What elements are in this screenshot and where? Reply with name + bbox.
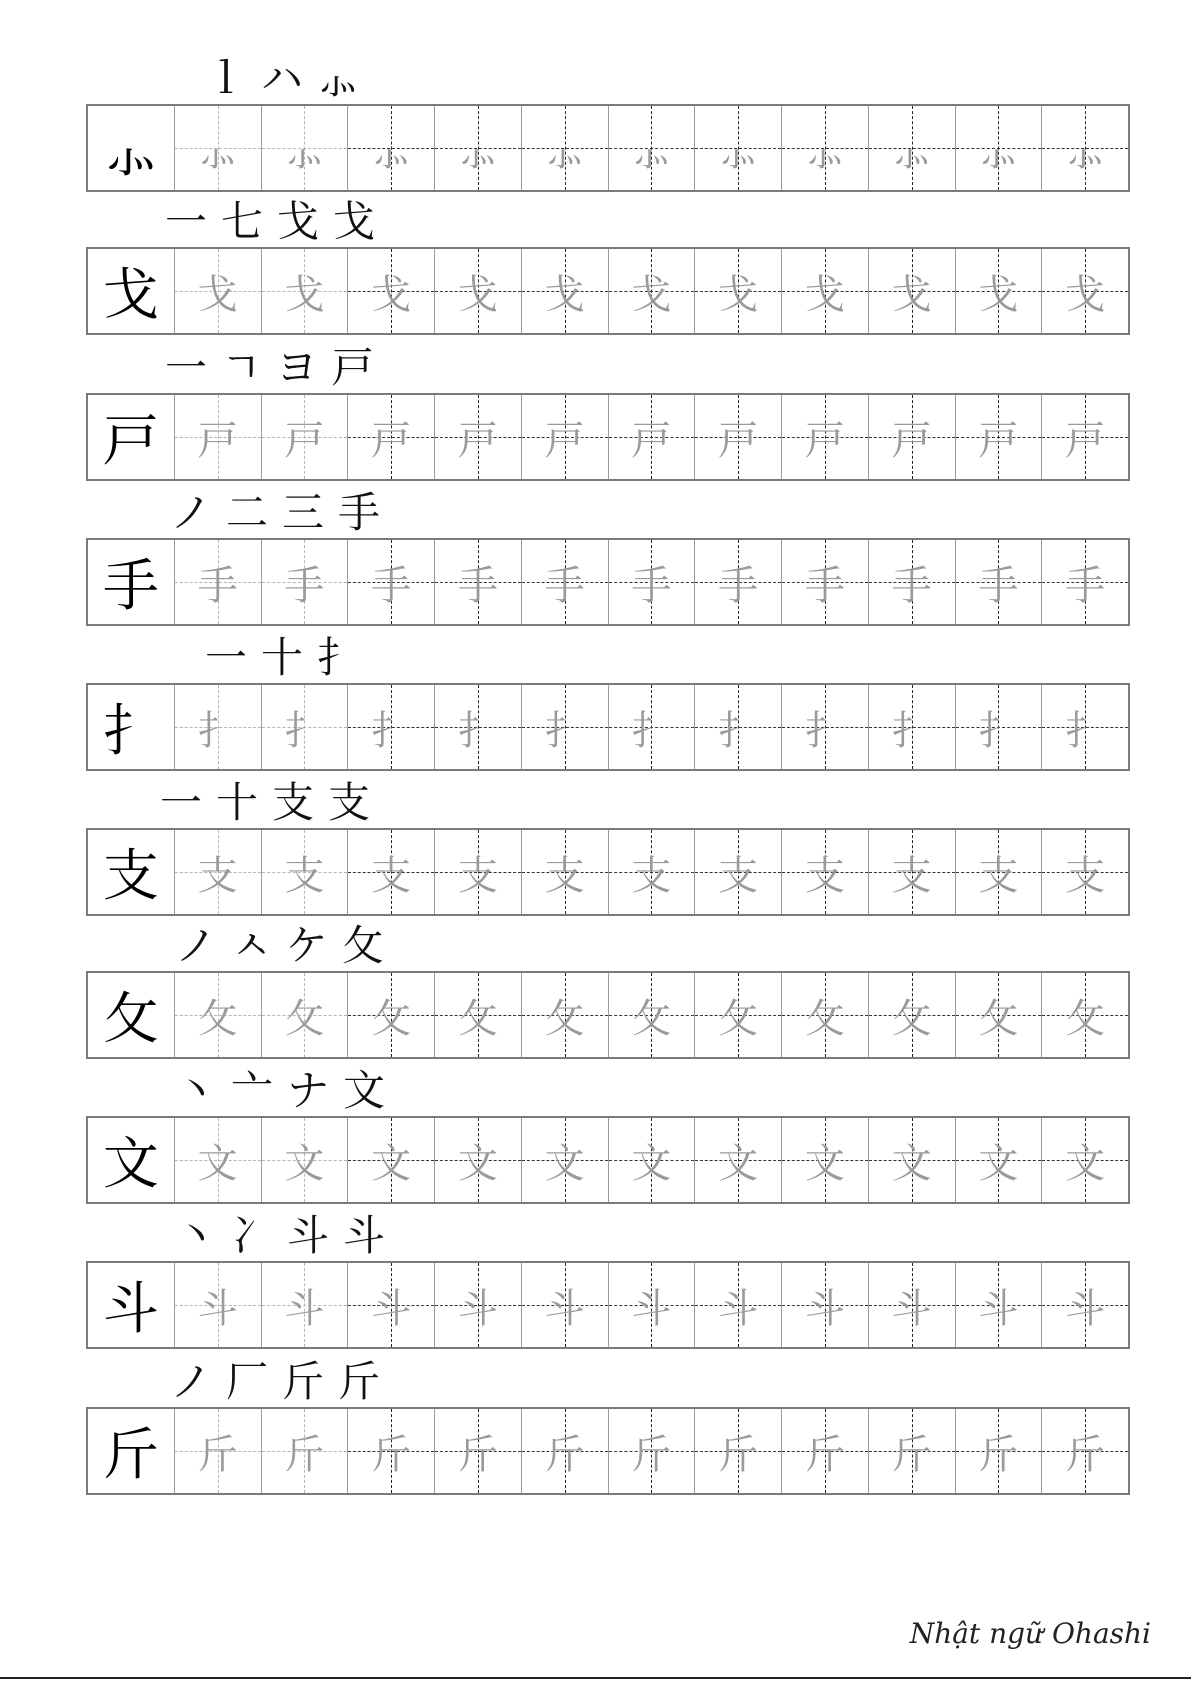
trace-kanji: 攵 xyxy=(891,995,932,1042)
practice-cell[interactable] xyxy=(694,249,781,333)
trace-kanji: 手 xyxy=(544,562,585,609)
trace-kanji: ⺗ xyxy=(1065,128,1106,175)
practice-cell[interactable] xyxy=(955,540,1042,624)
trace-kanji: 扌 xyxy=(1065,707,1106,754)
stroke-order xyxy=(160,768,384,827)
practice-cell[interactable] xyxy=(347,1263,434,1347)
practice-cell[interactable] xyxy=(434,685,521,769)
trace-kanji: 戸 xyxy=(1065,417,1106,464)
stroke-step: 七 xyxy=(221,197,264,246)
trace-kanji: 戸 xyxy=(978,417,1019,464)
trace-kanji: 戈 xyxy=(891,271,932,318)
trace-kanji: 戈 xyxy=(978,271,1019,318)
trace-kanji: 攵 xyxy=(284,995,325,1042)
practice-cell[interactable] xyxy=(955,249,1042,333)
trace-kanji: ⺗ xyxy=(978,128,1019,175)
trace-kanji: 戸 xyxy=(718,417,759,464)
trace-kanji: 攵 xyxy=(631,995,672,1042)
stroke-step: 手 xyxy=(338,488,381,537)
practice-row xyxy=(86,1261,1130,1349)
trace-kanji: 攵 xyxy=(804,995,845,1042)
trace-kanji: 斤 xyxy=(804,1431,845,1478)
practice-cell[interactable] xyxy=(694,830,781,914)
practice-cell[interactable] xyxy=(694,106,781,190)
practice-cell[interactable] xyxy=(955,685,1042,769)
trace-kanji: 文 xyxy=(1065,1140,1106,1187)
trace-kanji: ⺗ xyxy=(371,128,412,175)
practice-cell[interactable] xyxy=(868,830,955,914)
stroke-step: ㄱ xyxy=(221,343,262,392)
practice-cell[interactable] xyxy=(261,540,348,624)
stroke-step: 亠 xyxy=(231,1066,274,1115)
trace-kanji: 支 xyxy=(457,852,498,899)
trace-kanji: 斤 xyxy=(284,1431,325,1478)
trace-kanji: 文 xyxy=(891,1140,932,1187)
practice-cell[interactable] xyxy=(434,973,521,1057)
trace-kanji: 戸 xyxy=(371,417,412,464)
stroke-step: 扌 xyxy=(317,633,360,682)
practice-cell[interactable] xyxy=(174,249,261,333)
trace-kanji: 戸 xyxy=(804,417,845,464)
trace-kanji: 支 xyxy=(804,852,845,899)
practice-cell[interactable] xyxy=(434,1263,521,1347)
practice-cell[interactable] xyxy=(608,540,695,624)
practice-cell[interactable] xyxy=(868,249,955,333)
trace-kanji: 手 xyxy=(371,562,412,609)
stroke-order xyxy=(165,187,389,246)
practice-row xyxy=(86,683,1130,771)
bottom-rule xyxy=(0,1677,1191,1679)
practice-cell[interactable] xyxy=(955,106,1042,190)
practice-cell[interactable] xyxy=(347,1409,434,1493)
practice-cell[interactable] xyxy=(174,1118,261,1202)
trace-kanji: 戈 xyxy=(371,271,412,318)
trace-kanji: 斗 xyxy=(544,1285,585,1332)
practice-cell[interactable] xyxy=(868,395,955,479)
practice-cell[interactable] xyxy=(1041,540,1128,624)
practice-cell[interactable] xyxy=(521,106,608,190)
practice-cell[interactable] xyxy=(1041,249,1128,333)
practice-cell[interactable] xyxy=(781,540,868,624)
model-kanji: 戈 xyxy=(102,263,159,328)
practice-cell[interactable] xyxy=(261,1409,348,1493)
practice-cell[interactable] xyxy=(868,1409,955,1493)
model-kanji: 扌 xyxy=(102,699,159,764)
practice-cell[interactable] xyxy=(174,1409,261,1493)
trace-kanji: 戈 xyxy=(284,271,325,318)
practice-cell[interactable] xyxy=(694,1118,781,1202)
trace-kanji: 斤 xyxy=(978,1431,1019,1478)
stroke-step: 戈 xyxy=(333,197,376,246)
practice-cell[interactable] xyxy=(955,830,1042,914)
practice-cell[interactable] xyxy=(694,540,781,624)
stroke-step: 十 xyxy=(261,633,304,682)
trace-kanji: 斗 xyxy=(371,1285,412,1332)
trace-kanji: 攵 xyxy=(197,995,238,1042)
practice-cell[interactable] xyxy=(694,1263,781,1347)
practice-row xyxy=(86,538,1130,626)
stroke-step: 斤 xyxy=(338,1357,381,1406)
trace-kanji: 斗 xyxy=(197,1285,238,1332)
practice-cell[interactable] xyxy=(521,249,608,333)
trace-kanji: 斗 xyxy=(891,1285,932,1332)
trace-kanji: 文 xyxy=(804,1140,845,1187)
trace-kanji: 文 xyxy=(284,1140,325,1187)
practice-cell[interactable] xyxy=(174,973,261,1057)
practice-cell[interactable] xyxy=(868,106,955,190)
model-kanji: 攵 xyxy=(102,987,159,1052)
practice-cell[interactable] xyxy=(521,540,608,624)
model-kanji: ⺗ xyxy=(102,120,159,185)
trace-kanji: 斗 xyxy=(978,1285,1019,1332)
practice-cell[interactable] xyxy=(694,973,781,1057)
trace-kanji: 斤 xyxy=(457,1431,498,1478)
trace-kanji: 扌 xyxy=(631,707,672,754)
stroke-step: ⺗ xyxy=(317,54,360,103)
trace-kanji: 戸 xyxy=(631,417,672,464)
trace-kanji: 扌 xyxy=(544,707,585,754)
practice-cell[interactable] xyxy=(434,106,521,190)
trace-kanji: 文 xyxy=(457,1140,498,1187)
practice-cell[interactable] xyxy=(347,1118,434,1202)
practice-cell[interactable] xyxy=(1041,395,1128,479)
trace-kanji: 攵 xyxy=(544,995,585,1042)
stroke-step: 文 xyxy=(343,1066,386,1115)
stroke-step: 戸 xyxy=(331,343,374,392)
trace-kanji: 戈 xyxy=(631,271,672,318)
stroke-step: 攵 xyxy=(341,921,384,970)
trace-kanji: 戈 xyxy=(544,271,585,318)
trace-kanji: 支 xyxy=(284,852,325,899)
practice-cell[interactable] xyxy=(694,395,781,479)
practice-cell[interactable] xyxy=(868,540,955,624)
stroke-order xyxy=(175,1201,399,1260)
trace-kanji: 戸 xyxy=(284,417,325,464)
trace-kanji: 文 xyxy=(371,1140,412,1187)
practice-cell[interactable] xyxy=(781,685,868,769)
trace-kanji: 戸 xyxy=(544,417,585,464)
stroke-step: ｌ xyxy=(205,54,248,103)
stroke-order xyxy=(205,623,373,682)
trace-kanji: ⺗ xyxy=(284,128,325,175)
stroke-step: ケ xyxy=(285,921,328,970)
practice-cell[interactable] xyxy=(347,973,434,1057)
practice-cell[interactable] xyxy=(781,106,868,190)
practice-row xyxy=(86,971,1130,1059)
trace-kanji: ⺗ xyxy=(718,128,759,175)
trace-kanji: 手 xyxy=(197,562,238,609)
practice-cell[interactable] xyxy=(521,1263,608,1347)
trace-kanji: 文 xyxy=(718,1140,759,1187)
model-kanji: 戸 xyxy=(102,409,159,474)
trace-kanji: 扌 xyxy=(804,707,845,754)
practice-cell[interactable] xyxy=(347,249,434,333)
practice-cell[interactable] xyxy=(261,973,348,1057)
practice-cell[interactable] xyxy=(521,973,608,1057)
stroke-step: 丶 xyxy=(175,1211,218,1260)
practice-cell[interactable] xyxy=(1041,830,1128,914)
trace-kanji: 手 xyxy=(457,562,498,609)
practice-cell[interactable] xyxy=(434,1409,521,1493)
practice-row xyxy=(86,104,1130,192)
stroke-order xyxy=(175,911,398,970)
practice-cell[interactable] xyxy=(174,395,261,479)
stroke-order xyxy=(205,44,373,103)
trace-kanji: 戈 xyxy=(457,271,498,318)
stroke-step: ノ xyxy=(170,488,213,537)
trace-kanji: 扌 xyxy=(891,707,932,754)
stroke-step: 冫 xyxy=(231,1211,274,1260)
stroke-step: ノ xyxy=(175,921,218,970)
practice-cell[interactable] xyxy=(261,395,348,479)
practice-row xyxy=(86,1116,1130,1204)
stroke-step: 厂 xyxy=(226,1357,269,1406)
practice-cell[interactable] xyxy=(868,973,955,1057)
stroke-order xyxy=(165,333,388,392)
practice-cell[interactable] xyxy=(261,830,348,914)
trace-kanji: 戸 xyxy=(891,417,932,464)
trace-kanji: 手 xyxy=(718,562,759,609)
practice-cell[interactable] xyxy=(261,1118,348,1202)
practice-cell[interactable] xyxy=(521,830,608,914)
trace-kanji: 斗 xyxy=(457,1285,498,1332)
practice-cell[interactable] xyxy=(608,1263,695,1347)
trace-kanji: 支 xyxy=(978,852,1019,899)
practice-cell[interactable] xyxy=(174,106,261,190)
practice-cell[interactable] xyxy=(174,685,261,769)
trace-kanji: 斤 xyxy=(197,1431,238,1478)
practice-cell[interactable] xyxy=(781,249,868,333)
trace-kanji: ⺗ xyxy=(804,128,845,175)
trace-kanji: 斗 xyxy=(631,1285,672,1332)
practice-row xyxy=(86,247,1130,335)
practice-cell[interactable] xyxy=(1041,1409,1128,1493)
stroke-step: 支 xyxy=(328,778,371,827)
trace-kanji: 戸 xyxy=(197,417,238,464)
practice-cell[interactable] xyxy=(781,1409,868,1493)
trace-kanji: 支 xyxy=(544,852,585,899)
stroke-step: 三 xyxy=(282,488,325,537)
practice-cell[interactable] xyxy=(174,830,261,914)
practice-cell[interactable] xyxy=(347,830,434,914)
practice-cell[interactable] xyxy=(608,249,695,333)
practice-cell[interactable] xyxy=(347,395,434,479)
practice-cell[interactable] xyxy=(955,973,1042,1057)
trace-kanji: 支 xyxy=(197,852,238,899)
brand-signature: Nhật ngữ Ohashi xyxy=(909,1617,1151,1650)
trace-kanji: 文 xyxy=(631,1140,672,1187)
trace-kanji: 斗 xyxy=(804,1285,845,1332)
stroke-step: 十 xyxy=(216,778,259,827)
stroke-step: 一 xyxy=(165,197,208,246)
model-kanji: 支 xyxy=(102,844,159,909)
practice-cell[interactable] xyxy=(521,1409,608,1493)
stroke-step: ㅅ xyxy=(231,921,272,970)
practice-cell[interactable] xyxy=(174,1263,261,1347)
trace-kanji: 文 xyxy=(197,1140,238,1187)
stroke-order xyxy=(175,1056,399,1115)
trace-kanji: 攵 xyxy=(718,995,759,1042)
trace-kanji: 扌 xyxy=(457,707,498,754)
practice-cell[interactable] xyxy=(694,685,781,769)
stroke-step: ノ xyxy=(170,1357,213,1406)
practice-cell[interactable] xyxy=(347,685,434,769)
trace-kanji: 文 xyxy=(978,1140,1019,1187)
trace-kanji: 手 xyxy=(804,562,845,609)
trace-kanji: 攵 xyxy=(457,995,498,1042)
trace-kanji: 扌 xyxy=(371,707,412,754)
practice-cell[interactable] xyxy=(694,1409,781,1493)
trace-kanji: 文 xyxy=(544,1140,585,1187)
practice-cell[interactable] xyxy=(261,685,348,769)
practice-cell[interactable] xyxy=(1041,973,1128,1057)
practice-cell[interactable] xyxy=(261,106,348,190)
practice-cell[interactable] xyxy=(955,395,1042,479)
practice-cell[interactable] xyxy=(434,540,521,624)
practice-cell[interactable] xyxy=(781,830,868,914)
trace-kanji: 扌 xyxy=(978,707,1019,754)
trace-kanji: 斤 xyxy=(718,1431,759,1478)
practice-cell[interactable] xyxy=(347,106,434,190)
trace-kanji: 戈 xyxy=(718,271,759,318)
stroke-step: 一 xyxy=(165,343,208,392)
trace-kanji: 手 xyxy=(284,562,325,609)
practice-cell[interactable] xyxy=(868,1118,955,1202)
trace-kanji: ⺗ xyxy=(631,128,672,175)
stroke-step: 一 xyxy=(205,633,248,682)
practice-cell[interactable] xyxy=(608,1409,695,1493)
stroke-step: 斤 xyxy=(282,1357,325,1406)
practice-cell[interactable] xyxy=(608,685,695,769)
practice-cell[interactable] xyxy=(781,973,868,1057)
practice-cell[interactable] xyxy=(261,249,348,333)
stroke-order xyxy=(170,1347,394,1406)
practice-cell[interactable] xyxy=(868,685,955,769)
practice-cell[interactable] xyxy=(955,1409,1042,1493)
practice-cell[interactable] xyxy=(347,540,434,624)
practice-row xyxy=(86,828,1130,916)
trace-kanji: 支 xyxy=(718,852,759,899)
practice-cell[interactable] xyxy=(608,106,695,190)
practice-cell[interactable] xyxy=(434,1118,521,1202)
practice-cell[interactable] xyxy=(521,685,608,769)
practice-cell[interactable] xyxy=(434,249,521,333)
trace-kanji: 戈 xyxy=(1065,271,1106,318)
trace-kanji: ⺗ xyxy=(891,128,932,175)
stroke-step: 一 xyxy=(160,778,203,827)
practice-cell[interactable] xyxy=(781,1263,868,1347)
stroke-step: ハ xyxy=(261,54,304,103)
stroke-step: ナ xyxy=(287,1066,330,1115)
trace-kanji: 支 xyxy=(891,852,932,899)
stroke-step: 戈 xyxy=(277,197,320,246)
trace-kanji: 斤 xyxy=(1065,1431,1106,1478)
trace-kanji: ⺗ xyxy=(544,128,585,175)
practice-cell[interactable] xyxy=(781,1118,868,1202)
trace-kanji: 斤 xyxy=(891,1431,932,1478)
trace-kanji: 斗 xyxy=(1065,1285,1106,1332)
model-kanji: 斗 xyxy=(102,1277,159,1342)
trace-kanji: 斤 xyxy=(544,1431,585,1478)
model-kanji: 手 xyxy=(102,554,159,619)
trace-kanji: 斗 xyxy=(718,1285,759,1332)
trace-kanji: 戈 xyxy=(804,271,845,318)
trace-kanji: 手 xyxy=(891,562,932,609)
model-kanji: 斤 xyxy=(102,1423,159,1488)
trace-kanji: 斗 xyxy=(284,1285,325,1332)
practice-cell[interactable] xyxy=(868,1263,955,1347)
stroke-step: 斗 xyxy=(287,1211,330,1260)
trace-kanji: 攵 xyxy=(978,995,1019,1042)
trace-kanji: 支 xyxy=(371,852,412,899)
stroke-step: 二 xyxy=(226,488,269,537)
trace-kanji: 扌 xyxy=(718,707,759,754)
practice-cell[interactable] xyxy=(521,1118,608,1202)
practice-cell[interactable] xyxy=(174,540,261,624)
trace-kanji: ⺗ xyxy=(197,128,238,175)
practice-cell[interactable] xyxy=(434,395,521,479)
trace-kanji: 斤 xyxy=(371,1431,412,1478)
practice-cell[interactable] xyxy=(608,973,695,1057)
trace-kanji: 攵 xyxy=(371,995,412,1042)
stroke-step: 丶 xyxy=(175,1066,218,1115)
practice-cell[interactable] xyxy=(1041,1118,1128,1202)
practice-cell[interactable] xyxy=(261,1263,348,1347)
practice-cell[interactable] xyxy=(521,395,608,479)
practice-cell[interactable] xyxy=(608,830,695,914)
stroke-step: 斗 xyxy=(343,1211,386,1260)
practice-cell[interactable] xyxy=(1041,685,1128,769)
trace-kanji: 扌 xyxy=(197,707,238,754)
practice-cell[interactable] xyxy=(1041,106,1128,190)
trace-kanji: 支 xyxy=(631,852,672,899)
trace-kanji: 支 xyxy=(1065,852,1106,899)
stroke-order xyxy=(170,478,394,537)
trace-kanji: 扌 xyxy=(284,707,325,754)
practice-cell[interactable] xyxy=(434,830,521,914)
practice-cell[interactable] xyxy=(608,1118,695,1202)
trace-kanji: 戸 xyxy=(457,417,498,464)
trace-kanji: 手 xyxy=(1065,562,1106,609)
practice-cell[interactable] xyxy=(955,1263,1042,1347)
trace-kanji: ⺗ xyxy=(457,128,498,175)
practice-cell[interactable] xyxy=(781,395,868,479)
stroke-step: 支 xyxy=(272,778,315,827)
trace-kanji: 攵 xyxy=(1065,995,1106,1042)
trace-kanji: 手 xyxy=(631,562,672,609)
trace-kanji: 戈 xyxy=(197,271,238,318)
trace-kanji: 手 xyxy=(978,562,1019,609)
practice-cell[interactable] xyxy=(955,1118,1042,1202)
practice-cell[interactable] xyxy=(1041,1263,1128,1347)
practice-row xyxy=(86,393,1130,481)
stroke-step: ヨ xyxy=(275,343,318,392)
practice-cell[interactable] xyxy=(608,395,695,479)
practice-row xyxy=(86,1407,1130,1495)
trace-kanji: 斤 xyxy=(631,1431,672,1478)
model-kanji: 文 xyxy=(102,1132,159,1197)
